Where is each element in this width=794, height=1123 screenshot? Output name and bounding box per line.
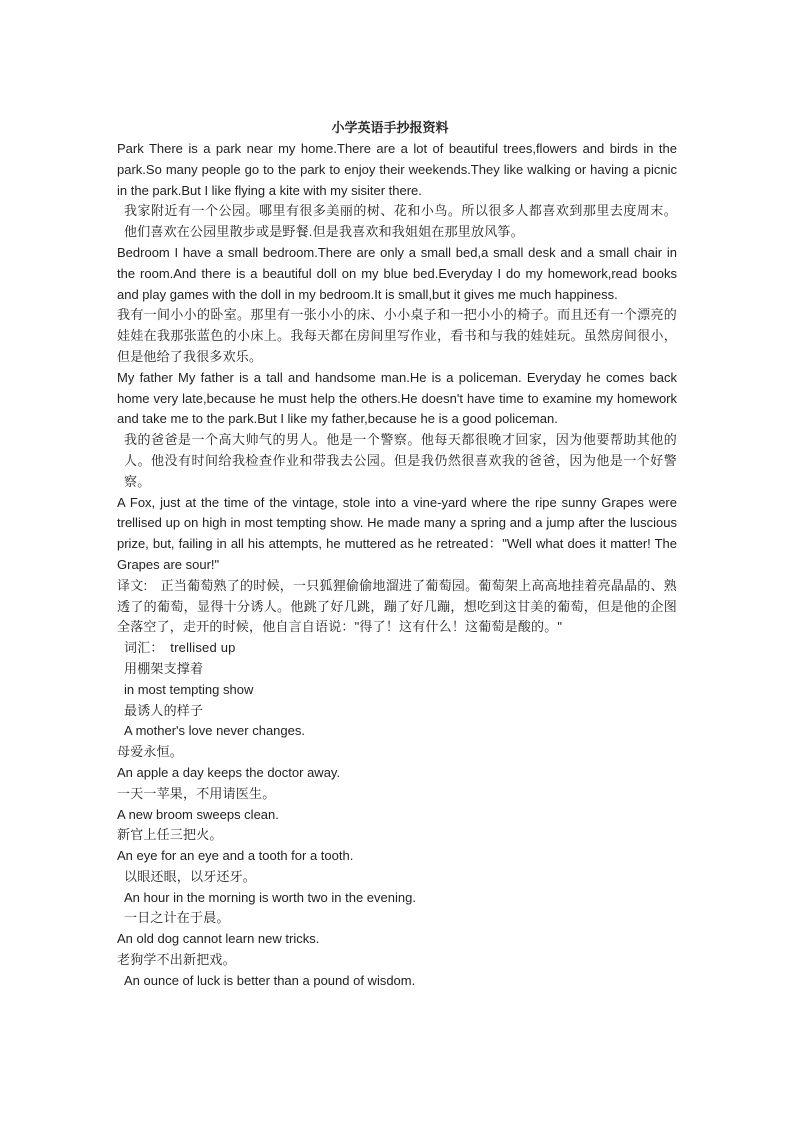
paragraph-proverb-7-en: An ounce of luck is better than a pound of wisdom. [124, 972, 416, 988]
paragraph-proverb-1-zh: 母爱永恒。 [117, 744, 184, 760]
paragraph-proverb-3-zh: 新官上任三把火。 [117, 827, 223, 843]
paragraph-proverb-2-en: An apple a day keeps the doctor away. [117, 764, 341, 780]
paragraph-vocab-2-en: in most tempting show [124, 681, 254, 697]
paragraph-vocab-2-zh: 最诱人的样子 [124, 702, 204, 718]
paragraph-proverb-6-zh: 老狗学不出新把戏。 [117, 952, 236, 968]
paragraph-park-zh: 我家附近有一个公园。哪里有很多美丽的树、花和小鸟。所以很多人都喜欢到那里去度周末。他们喜欢在公园里散步或是野餐.但是我喜欢和我姐姐在那里放风筝。 [124, 203, 677, 240]
paragraph-bedroom-zh: 我有一间小小的卧室。那里有一张小小的床、小小桌子和一把小小的椅子。而且还有一个漂亮的娃娃在我那张蓝色的小床上。我每天都在房间里写作业，看书和与我的娃娃玩。虽然房间很小，但是他给了我很多欢乐。 [117, 307, 677, 364]
paragraph-proverb-4-en: An eye for an eye and a tooth for a tooth. [117, 848, 354, 864]
paragraph-proverb-5-zh: 一日之计在于晨。 [124, 910, 230, 926]
document-page [117, 118, 677, 992]
paragraph-proverb-3-en: A new broom sweeps clean. [117, 806, 279, 822]
paragraph-park-en: Park There is a park near my home.There are a lot of beautiful trees,flowers and birds in the park.So many people go to the park to enjoy their weekends.They like walking or having a picnic in the park.But I like flying a kite with my sisiter there. [117, 141, 677, 198]
paragraph-proverb-6-en: An old dog cannot learn new tricks. [117, 931, 320, 947]
paragraph-vocab-1-zh: 用棚架支撑着 [124, 660, 204, 676]
document-title: 小学英语手抄报资料 [331, 120, 449, 135]
paragraph-bedroom-en: Bedroom I have a small bedroom.There are only a small bed,a small desk and a small chair in the room.And there is a beautiful doll on my blue bed.Everyday I do my homework,read books and play games with the doll in my bedroom.It is small,but it gives me much happiness. [117, 244, 677, 302]
paragraph-proverb-4-zh: 以眼还眼，以牙还牙。 [124, 868, 257, 884]
document-body [117, 139, 677, 992]
paragraph-vocab-label: 词汇： trellised up [124, 640, 236, 656]
paragraph-father-zh: 我的爸爸是一个高大帅气的男人。他是一个警察。他每天都很晚才回家，因为他要帮助其他的人。他没有时间给我检查作业和带我去公园。但是我仍然很喜欢我的爸爸，因为他是一个好警察。 [124, 432, 677, 489]
paragraph-proverb-2-zh: 一天一苹果，不用请医生。 [117, 785, 276, 801]
paragraph-proverb-1-en: A mother's love never changes. [124, 723, 305, 739]
paragraph-proverb-5-en: An hour in the morning is worth two in the evening. [124, 889, 416, 905]
paragraph-fox-zh: 译文: 正当葡萄熟了的时候，一只狐狸偷偷地溜进了葡萄园。葡萄架上高高地挂着亮晶晶的、熟透了的葡萄，显得十分诱人。他跳了好几跳，蹦了好几蹦，想吃到这甘美的葡萄，但是他的企图全落空了，走开的时候，他自言自语说："得了！这有什么！这葡萄是酸的。" [117, 577, 677, 635]
paragraph-father-en: My father My father is a tall and handsome man.He is a policeman. Everyday he comes back home very late,because he must help the others.He doesn't have time to examine my homework and take me to the park.But I like my father,because he is a good policeman. [117, 369, 677, 427]
paragraph-fox-en: A Fox, just at the time of the vintage, stole into a vine-yard where the ripe sunny Grapes were trellised up on high in most tempting show. He made many a spring and a jump after the luscious prize, but, failing in all his attempts, he muttered as he retreated："Well what does it matter! The Grapes are sour!" [117, 494, 677, 572]
